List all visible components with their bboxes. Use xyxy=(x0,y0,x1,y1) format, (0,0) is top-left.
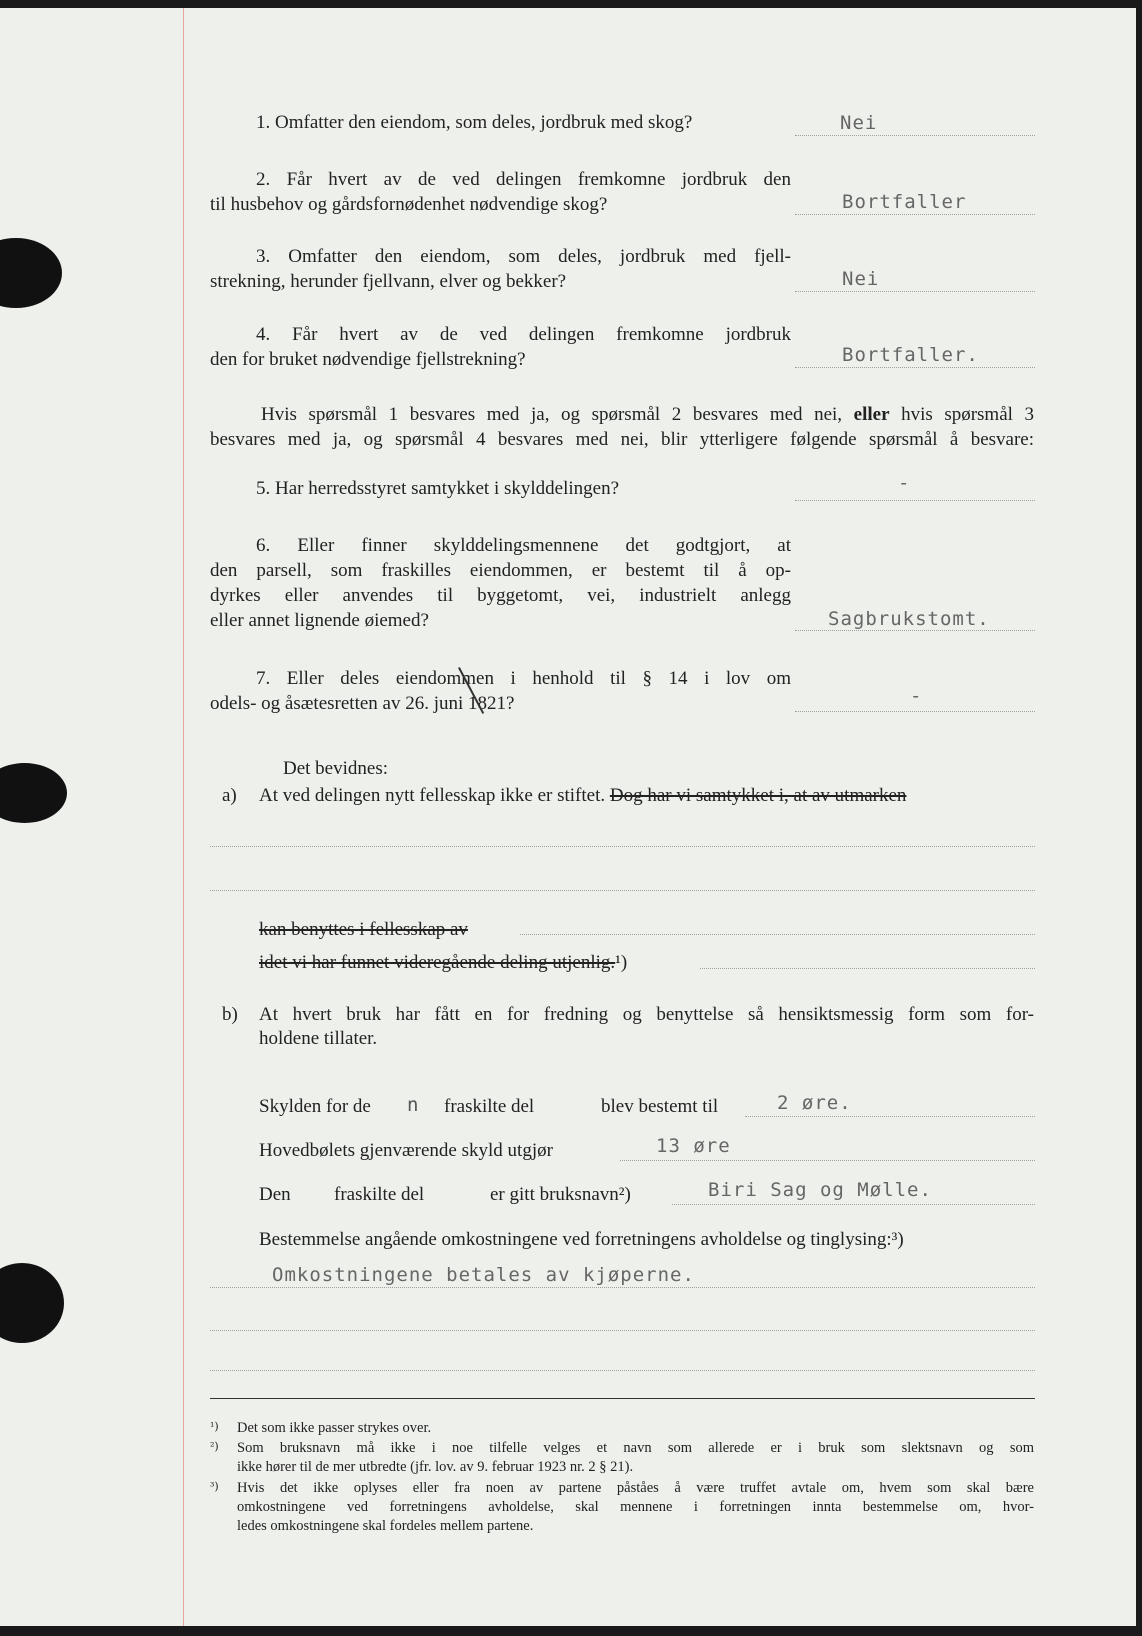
answer-line xyxy=(795,214,1035,215)
struck-line-2: kan benyttes i fellesskap av xyxy=(259,919,468,940)
blank-line xyxy=(210,890,1035,891)
question-4-line2: den for bruket nødvendige fjellstrekning? xyxy=(210,349,526,370)
answer-line xyxy=(795,500,1035,501)
blank-line xyxy=(700,968,1035,969)
intro-line1: Hvis spørsmål 1 besvares med ja, og spørsmål 2 besvares med nei, eller hvis spørsmål 3 xyxy=(261,404,1034,425)
punch-hole xyxy=(0,763,67,823)
footnote-3-line3: ledes omkostningene skal fordeles mellem partene. xyxy=(237,1518,534,1534)
skyld-line1-a: Skylden for de xyxy=(259,1096,371,1117)
footnote-3-line1: Hvis det ikke oplyses eller fra noen av partene påståes å være truffet avtale om, hvem som skal bære xyxy=(237,1480,1034,1496)
skyld-fill-n: n xyxy=(407,1094,420,1116)
omkostning-value: Omkostningene betales av kjøperne. xyxy=(272,1264,695,1286)
answer-4: Bortfaller. xyxy=(842,344,979,366)
bruksnavn-den: Den xyxy=(259,1184,291,1205)
answer-line xyxy=(795,291,1035,292)
answer-2: Bortfaller xyxy=(842,191,967,213)
question-3-line2: strekning, herunder fjellvann, elver og bekker? xyxy=(210,271,567,292)
question-1-text: 1. Omfatter den eiendom, som deles, jordbruk med skog? xyxy=(256,112,693,133)
blank-line xyxy=(210,1370,1035,1371)
margin-rule xyxy=(183,8,184,1626)
question-7-line1: 7. Eller deles eiendommen i henhold til § 14 i lov om xyxy=(256,668,791,689)
footnote-1-line1: Det som ikke passer strykes over. xyxy=(237,1420,432,1436)
footnote-3-mark: ³) xyxy=(210,1480,219,1493)
item-b-line2: holdene tillater. xyxy=(259,1028,378,1049)
answer-line xyxy=(210,1287,1035,1288)
answer-line xyxy=(795,367,1035,368)
answer-1: Nei xyxy=(840,112,878,134)
item-a-text: At ved delingen nytt fellesskap ikke er stiftet. Dog har vi samtykket i, at av utmarken xyxy=(259,785,907,806)
footnote-2-mark: ²) xyxy=(210,1440,219,1453)
struck-line-3: idet vi har funnet videregående deling utjenlig.¹) xyxy=(259,952,628,973)
blank-line xyxy=(210,846,1035,847)
blank-line xyxy=(210,1330,1035,1331)
footnote-2-line2: ikke hører til de mer utbredte (jfr. lov. av 9. februar 1923 nr. 2 § 21). xyxy=(237,1459,634,1475)
hovedbol-label: Hovedbølets gjenværende skyld utgjør xyxy=(259,1140,553,1161)
bruksnavn-value: Biri Sag og Mølle. xyxy=(708,1179,932,1201)
intro-line2: besvares med ja, og spørsmål 4 besvares med nei, blir ytterligere følgende spørsmål å besvare: xyxy=(210,429,1034,450)
skyld-line1-c: blev bestemt til xyxy=(601,1096,719,1117)
question-6-line4: eller annet lignende øiemed? xyxy=(210,610,429,631)
blank-line xyxy=(520,934,1035,935)
bruksnavn-del: fraskilte del xyxy=(334,1184,425,1205)
skyld-value: 2 øre. xyxy=(777,1092,852,1114)
question-4-line1: 4. Får hvert av de ved delingen fremkomne jordbruk xyxy=(256,324,792,345)
item-a-label: a) xyxy=(222,785,237,806)
answer-3: Nei xyxy=(842,268,880,290)
punch-hole xyxy=(0,1263,64,1343)
hovedbol-value: 13 øre xyxy=(656,1135,731,1157)
answer-5: - xyxy=(898,472,911,494)
answer-line xyxy=(620,1160,1035,1161)
footnote-3-line2: omkostningene ved forretningens avholdelse, skal mennene i forretningen innta bestemmelse om, hvor- xyxy=(237,1499,1034,1515)
answer-6: Sagbrukstomt. xyxy=(828,608,990,630)
question-3-line1: 3. Omfatter den eiendom, som deles, jordbruk med fjell- xyxy=(256,246,792,267)
item-b-line1: At hvert bruk har fått en for fredning og benyttelse så hensiktsmessig form som for- xyxy=(259,1004,1034,1025)
bevidnes-heading: Det bevidnes: xyxy=(283,758,389,779)
document-page xyxy=(0,8,1136,1626)
item-b-label: b) xyxy=(222,1004,238,1025)
answer-7: - xyxy=(910,685,923,707)
question-6-line2: den parsell, som fraskilles eiendommen, er bestemt til å op- xyxy=(210,560,791,581)
question-7-line2: odels- og åsætesretten av 26. juni 1821? xyxy=(210,693,515,714)
answer-line xyxy=(672,1204,1035,1205)
question-5-text: 5. Har herredsstyret samtykket i skylddelingen? xyxy=(256,478,620,499)
question-6-line1: 6. Eller finner skylddelingsmennene det godtgjort, at xyxy=(256,535,792,556)
punch-hole xyxy=(0,238,62,308)
footnote-1-mark: ¹) xyxy=(210,1420,219,1433)
question-2-line2: til husbehov og gårdsfornødenhet nødvendige skog? xyxy=(210,194,608,215)
question-2-line1: 2. Får hvert av de ved delingen fremkomne jordbruk den xyxy=(256,169,791,190)
question-6-line3: dyrkes eller anvendes til byggetomt, vei, industrielt anlegg xyxy=(210,585,791,606)
bruksnavn-label: er gitt bruksnavn²) xyxy=(490,1184,631,1205)
answer-line xyxy=(795,711,1035,712)
answer-line xyxy=(795,630,1035,631)
answer-line xyxy=(795,135,1035,136)
footnote-2-line1: Som bruksnavn må ikke i noe tilfelle velges et navn som allerede er i bruk som slektsnavn og som xyxy=(237,1440,1034,1456)
omkostning-label: Bestemmelse angående omkostningene ved forretningens avholdelse og tinglysing:³) xyxy=(259,1229,904,1250)
footnote-separator xyxy=(210,1398,1035,1399)
answer-line xyxy=(745,1116,1035,1117)
skyld-line1-b: fraskilte del xyxy=(444,1096,535,1117)
